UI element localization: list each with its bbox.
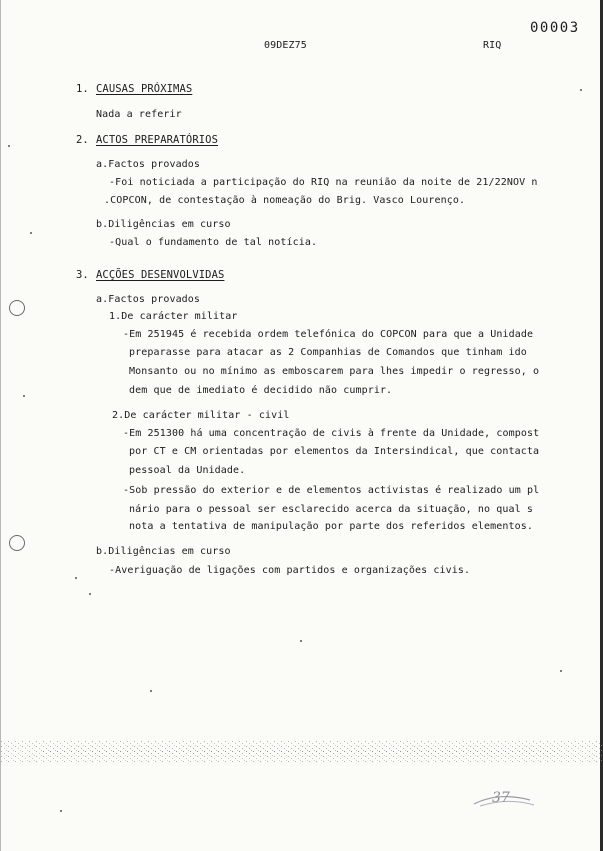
section-1-number: 1. (76, 83, 89, 95)
section-2-title: ACTOS PREPARATÓRIOS (96, 134, 219, 146)
section-3-number: 3. (76, 269, 89, 281)
section-3-item-2-line-5: nário para o pessoal ser esclarecido acerca da situação, no qual s (129, 504, 533, 515)
speck (30, 232, 32, 234)
section-3-item-2-line-3: pessoal da Unidade. (129, 465, 246, 476)
section-3-item-2-line-2: por CT e CM orientadas por elementos da Intersindical, que contacta (129, 446, 540, 457)
speck (60, 810, 62, 812)
speck (560, 670, 562, 672)
page-edge-left (0, 0, 1, 851)
section-3-sub-b: b.Diligências em curso (96, 546, 231, 557)
section-3-item-1-line-4: dem que de imediato é decidido não cumprir. (129, 385, 393, 396)
document-number: 00003 (530, 20, 580, 36)
scan-noise-band (0, 735, 603, 771)
speck (8, 145, 10, 147)
handwritten-mark (470, 786, 540, 810)
speck (23, 395, 25, 397)
section-3-item-2-line-1: -Em 251300 há uma concentração de civis à frente da Unidade, compost (123, 428, 540, 439)
section-3-item-2-line-4: -Sob pressão do exterior e de elementos activistas é realizado um pl (123, 485, 540, 496)
header-unit: RIQ (483, 40, 502, 51)
handwritten-mark-text: 37 (492, 790, 510, 806)
section-3-item-2-title: 2.De carácter militar - civil (112, 410, 290, 421)
section-2-sub-b: b.Diligências em curso (96, 219, 231, 230)
section-2-b-line-1: -Qual o fundamento de tal notícia. (109, 237, 318, 248)
section-3-item-2-line-6: nota a tentativa de manipulação por parte dos referidos elementos. (129, 521, 533, 532)
section-3-title: ACÇÕES DESENVOLVIDAS (96, 269, 225, 281)
section-3-sub-a: a.Factos provados (96, 294, 201, 305)
section-1-title: CAUSAS PRÓXIMAS (96, 83, 193, 95)
punch-hole-icon (9, 300, 25, 316)
section-1-line: Nada a referir (96, 109, 182, 120)
punch-hole-icon (9, 535, 25, 551)
speck (89, 593, 91, 595)
section-3-item-1-line-2: preparasse para atacar as 2 Companhias de Comandos que tinham ido (129, 347, 527, 358)
section-3-b-line-1: -Averiguação de ligações com partidos e organizações civis. (109, 565, 471, 576)
section-3-item-1-line-3: Monsanto ou no mínimo as emboscarem para lhes impedir o regresso, o (129, 366, 540, 377)
header-date: 09DEZ75 (264, 40, 307, 51)
section-2-a-line-1: -Foi noticiada a participação do RIQ na reunião da noite de 21/22NOV n (109, 177, 538, 188)
speck (300, 640, 302, 642)
speck (580, 89, 582, 91)
section-2-sub-a: a.Factos provados (96, 159, 201, 170)
section-2-number: 2. (76, 134, 89, 146)
speck (150, 690, 152, 692)
section-3-item-1-title: 1.De carácter militar (109, 311, 238, 322)
section-3-item-1-line-1: -Em 251945 é recebida ordem telefónica do COPCON para que a Unidade (123, 329, 534, 340)
speck (75, 577, 77, 579)
section-2-a-line-2: .COPCON, de contestação à nomeação do Brig. Vasco Lourenço. (104, 195, 466, 206)
